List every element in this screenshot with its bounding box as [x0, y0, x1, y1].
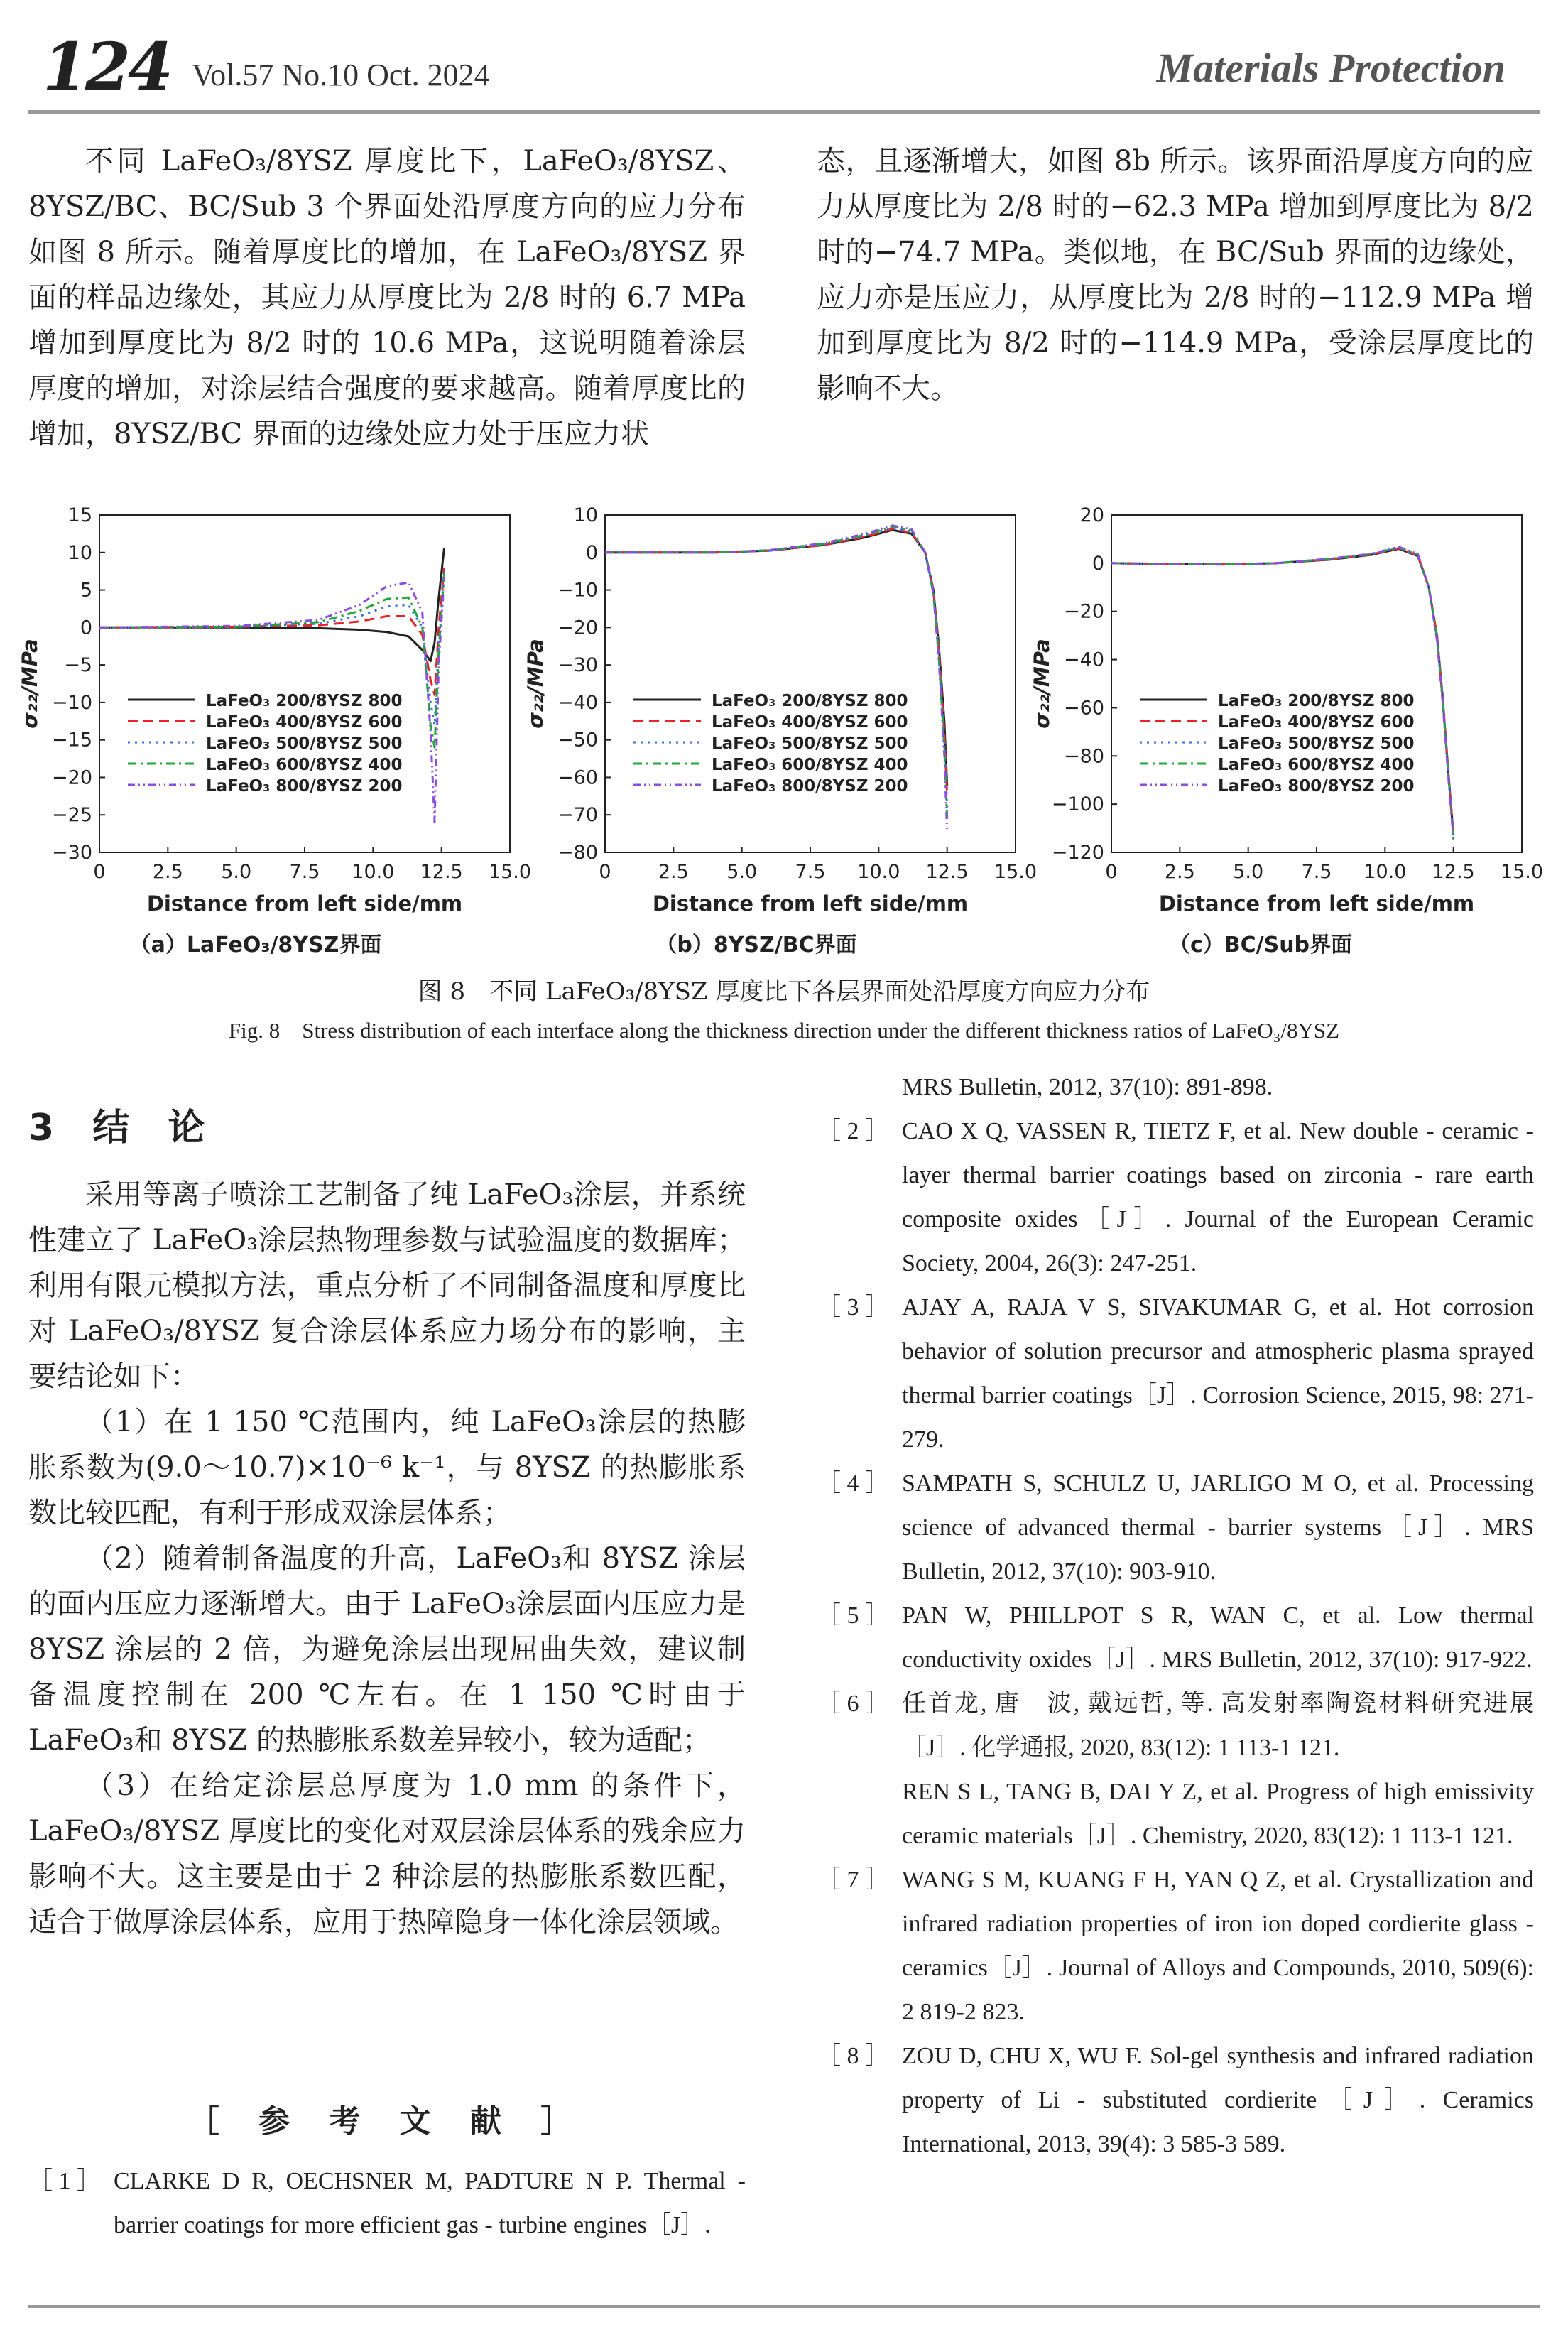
figure-8 — [0, 497, 1568, 966]
page-header — [43, 28, 1527, 107]
y-tick-label: −100 — [1051, 793, 1104, 816]
conclusion-paragraph: （3）在给定涂层总厚度为 1.0 mm 的条件下，LaFeO₃/8YSZ 厚度比的变化对双层涂层体系的残余应力影响不大。这主要是由于 2 种涂层的热膨胀系数匹配，适合于做厚涂层体系，应用于热障隐身一体化涂层领域。 — [28, 1769, 746, 1938]
y-tick-label: −120 — [1051, 842, 1104, 864]
x-tick-label: 15.0 — [488, 861, 532, 883]
plot-frame — [99, 515, 510, 852]
y-axis-label: σ₂₂/MPa — [523, 639, 548, 729]
y-axis-label: σ₂₂/MPa — [18, 639, 42, 729]
legend-label: LaFeO₃ 400/8YSZ 600 — [712, 713, 908, 732]
x-tick-label: 5.0 — [221, 861, 252, 883]
reference-item — [28, 2159, 746, 2247]
y-tick-label: −50 — [557, 729, 598, 752]
reference-number: ［ 6 ］ — [817, 1691, 889, 1717]
header-rule — [28, 110, 1540, 114]
reference-item — [817, 1682, 1534, 1770]
legend-label: LaFeO₃ 500/8YSZ 500 — [206, 734, 403, 753]
y-tick-label: 0 — [585, 541, 598, 564]
y-tick-label: 0 — [1091, 552, 1104, 575]
reference-number: ［ 5 ］ — [817, 1602, 889, 1629]
y-tick-label: 5 — [80, 579, 92, 602]
plot-frame — [1111, 515, 1522, 852]
x-tick-label: 15.0 — [993, 861, 1038, 883]
legend-label: LaFeO₃ 500/8YSZ 500 — [1218, 734, 1415, 753]
conclusion-paragraph: 采用等离子喷涂工艺制备了纯 LaFeO₃涂层，并系统性建立了 LaFeO₃涂层热物理参数与试验温度的数据库；利用有限元模拟方法，重点分析了不同制备温度和厚度比对 LaFeO₃/8YSZ 复合涂层体系应力场分布的影响，主要结论如下： — [28, 1178, 746, 1393]
y-tick-label: −70 — [557, 804, 598, 827]
y-tick-label: −20 — [52, 766, 92, 789]
x-tick-label: 2.5 — [152, 861, 183, 883]
reference-item — [817, 1770, 1534, 1858]
page-number: 124 — [43, 28, 171, 105]
reference-text: MRS Bulletin, 2012, 37(10): 891-898. — [902, 1074, 1273, 1100]
legend-label: LaFeO₃ 800/8YSZ 200 — [206, 777, 403, 796]
y-tick-label: 10 — [67, 541, 92, 564]
y-tick-label: 20 — [1079, 504, 1104, 526]
reference-item — [817, 1858, 1534, 2034]
x-tick-label: 2.5 — [1164, 861, 1195, 883]
x-tick-label: 12.5 — [925, 861, 969, 883]
legend-label: LaFeO₃ 600/8YSZ 400 — [206, 756, 403, 774]
conclusion-paragraph: （1）在 1 150 ℃范围内，纯 LaFeO₃涂层的热膨胀系数为(9.0～10.7)×10⁻⁶ k⁻¹，与 8YSZ 的热膨胀系数比较匹配，有利于形成双涂层体系； — [28, 1406, 746, 1529]
issue-info: Vol.57 No.10 Oct. 2024 — [192, 58, 490, 92]
x-tick-label: 5.0 — [1233, 861, 1264, 883]
x-axis-label: Distance from left side/mm — [1158, 891, 1475, 916]
y-tick-label: −80 — [557, 842, 598, 864]
reference-text: REN S L, TANG B, DAI Y Z, et al. Progress of high emissivity ceramic materials［J］. Chemistry, 2020, 83(12): 1 113-1 121. — [902, 1779, 1534, 1849]
x-tick-label: 0 — [93, 861, 106, 883]
y-tick-label: −60 — [1064, 697, 1104, 720]
reference-item — [817, 1286, 1534, 1462]
legend-label: LaFeO₃ 500/8YSZ 500 — [712, 734, 908, 753]
reference-number: ［ 4 ］ — [817, 1470, 889, 1497]
y-tick-label: −20 — [1064, 600, 1104, 623]
figure-caption-en: Fig. 8 Stress distribution of each interface along the thickness direction under the different thickness ratios of LaFeO₃/8YSZ — [228, 1018, 1340, 1043]
reference-text: CAO X Q, VASSEN R, TIETZ F, et al. New double - ceramic - layer thermal barrier coatings based on zirconia - rare earth composite oxides［J］. Journal of the European Ceramic Society, 2004, 26(3): 247-251. — [902, 1118, 1534, 1276]
reference-text: AJAY A, RAJA V S, SIVAKUMAR G, et al. Hot corrosion behavior of solution precursor and atmospheric plasma sprayed thermal barrier coatings［J］. Corrosion Science, 2015, 98: 271-279. — [902, 1294, 1534, 1453]
x-tick-label: 12.5 — [1432, 861, 1475, 883]
reference-number: ［ 8 ］ — [817, 2043, 889, 2069]
x-tick-label: 7.5 — [289, 861, 320, 883]
reference-item — [817, 1462, 1534, 1594]
reference-item — [817, 1110, 1534, 1286]
reference-text: ZOU D, CHU X, WU F. Sol-gel synthesis and infrared radiation property of Li - substituted cordierite［J］. Ceramics International, 2013, 39(4): 3 585-3 589. — [902, 2043, 1534, 2157]
reference-text: PAN W, PHILLPOT S R, WAN C, et al. Low thermal conductivity oxides［J］. MRS Bulletin, 2012, 37(10): 917-922. — [902, 1602, 1534, 1673]
y-tick-label: −40 — [1064, 649, 1104, 671]
footer-rule — [28, 2305, 1540, 2308]
x-tick-label: 0 — [599, 861, 611, 883]
y-tick-label: 15 — [67, 504, 92, 526]
x-axis-label: Distance from left side/mm — [652, 891, 969, 916]
x-tick-label: 0 — [1105, 861, 1118, 883]
reference-text: WANG S M, KUANG F H, YAN Q Z, et al. Crystallization and infrared radiation properties of iron ion doped cordierite glass - ceramics［J］. Journal of Alloys and Compounds, 2010, 509(6): 2 819-2 823. — [902, 1867, 1534, 2025]
reference-number: ［ 7 ］ — [817, 1867, 889, 1893]
y-tick-label: −5 — [64, 654, 92, 677]
x-tick-label: 10.0 — [1363, 861, 1407, 883]
legend-label: LaFeO₃ 200/8YSZ 800 — [712, 692, 908, 710]
references-heading: ［ 参 考 文 献 ］ — [187, 2103, 587, 2140]
y-tick-label: −10 — [557, 579, 598, 602]
reference-number: ［ 3 ］ — [817, 1294, 889, 1320]
x-tick-label: 7.5 — [1301, 861, 1332, 883]
legend-label: LaFeO₃ 400/8YSZ 600 — [206, 713, 403, 732]
legend-label: LaFeO₃ 800/8YSZ 200 — [712, 777, 908, 796]
legend-label: LaFeO₃ 200/8YSZ 800 — [206, 692, 403, 710]
series-line-3 — [605, 526, 947, 818]
reference-item — [817, 1065, 1534, 1110]
legend-label: LaFeO₃ 400/8YSZ 600 — [1218, 713, 1415, 732]
reference-number: ［ 2 ］ — [817, 1118, 889, 1144]
series-line-1 — [99, 568, 445, 695]
chart-panel-1 — [523, 504, 1037, 916]
plot-frame — [605, 515, 1016, 852]
reference-text: SAMPATH S, SCHULZ U, JARLIGO M O, et al. Processing science of advanced thermal - barrier systems［J］. MRS Bulletin, 2012, 37(10): 903-910. — [902, 1470, 1534, 1585]
y-tick-label: −30 — [557, 654, 598, 677]
series-line-0 — [99, 548, 445, 661]
reference-text: CLARKE D R, OECHSNER M, PADTURE N P. Thermal - barrier coatings for more efficient gas - turbine engines［J］. — [114, 2168, 746, 2238]
subcaption-b: （b）8YSZ/BC界面 — [655, 933, 857, 958]
body-paragraph: 不同 LaFeO₃/8YSZ 厚度比下，LaFeO₃/8YSZ、8YSZ/BC、BC/Sub 3 个界面处沿厚度方向的应力分布如图 8 所示。随着厚度比的增加，在 LaFeO₃/8YSZ 界面的样品边缘处，其应力从厚度比为 2/8 时的 6.7 MPa 增加到厚度比为 8/2 时的 10.6 MPa，这说明随着涂层厚度的增加，对涂层结合强度的要求越高。随着厚度比的增加，8YSZ/BC 界面的边缘处应力处于压应力状 — [28, 145, 746, 450]
conclusion-paragraph: （2）随着制备温度的升高，LaFeO₃和 8YSZ 涂层的面内压应力逐渐增大。由于 LaFeO₃涂层面内压应力是 8YSZ 涂层的 2 倍，为避免涂层出现屈曲失效，建议制备温度控制在 200 ℃左右。在 1 150 ℃时由于 LaFeO₃和 8YSZ 的热膨胀系数差异较小，较为适配； — [28, 1542, 746, 1757]
references-right — [817, 1065, 1534, 2166]
x-tick-label: 2.5 — [658, 861, 689, 883]
x-axis-label: Distance from left side/mm — [146, 891, 463, 916]
subcaption-c: （c）BC/Sub界面 — [1168, 933, 1353, 958]
x-tick-label: 12.5 — [420, 861, 463, 883]
journal-name: Materials Protection — [1156, 45, 1506, 91]
y-tick-label: −30 — [52, 842, 92, 864]
body-left-column — [28, 139, 746, 457]
legend-label: LaFeO₃ 600/8YSZ 400 — [712, 756, 908, 774]
body-paragraph: 态，且逐渐增大，如图 8b 所示。该界面沿厚度方向的应力从厚度比为 2/8 时的−62.3 MPa 增加到厚度比为 8/2 时的−74.7 MPa。类似地，在 BC/Sub 界面的边缘处，应力亦是压应力，从厚度比为 2/8 时的−112.9 MPa 增加到厚度比为 8/2 时的−114.9 MPa，受涂层厚度比的影响不大。 — [817, 145, 1534, 405]
references-left — [28, 2159, 746, 2247]
chart-panel-2 — [1030, 504, 1543, 916]
reference-item — [817, 2034, 1534, 2166]
conclusion-column — [28, 1172, 746, 1945]
y-tick-label: −60 — [557, 766, 598, 789]
legend-label: LaFeO₃ 600/8YSZ 400 — [1218, 756, 1415, 774]
body-right-column — [817, 139, 1534, 411]
y-tick-label: 0 — [80, 617, 92, 639]
y-tick-label: −10 — [52, 691, 92, 714]
chart-panel-0 — [18, 504, 531, 916]
reference-item — [817, 1594, 1534, 1682]
x-tick-label: 7.5 — [795, 861, 826, 883]
x-tick-label: 5.0 — [726, 861, 758, 883]
y-tick-label: −80 — [1064, 745, 1104, 768]
figure-caption-cn: 图 8 不同 LaFeO₃/8YSZ 厚度比下各层界面处沿厚度方向应力分布 — [418, 977, 1150, 1006]
y-tick-label: −20 — [557, 617, 598, 639]
y-tick-label: 10 — [573, 504, 598, 526]
section-heading: 3 结 论 — [28, 1107, 218, 1149]
legend-label: LaFeO₃ 800/8YSZ 200 — [1218, 777, 1415, 796]
reference-number: ［ 1 ］ — [28, 2168, 101, 2194]
x-tick-label: 10.0 — [352, 861, 395, 883]
y-tick-label: −15 — [52, 729, 92, 752]
y-tick-label: −25 — [52, 804, 92, 827]
reference-text: 任首龙, 唐 波, 戴远哲, 等. 高发射率陶瓷材料研究进展［J］. 化学通报, 2020, 83(12): 1 113-1 121. — [902, 1691, 1534, 1761]
legend-label: LaFeO₃ 200/8YSZ 800 — [1218, 692, 1415, 710]
x-tick-label: 15.0 — [1500, 861, 1544, 883]
x-tick-label: 10.0 — [857, 861, 900, 883]
y-tick-label: −40 — [557, 691, 598, 714]
subcaption-a: （a）LaFeO₃/8YSZ界面 — [129, 933, 382, 958]
y-axis-label: σ₂₂/MPa — [1030, 639, 1054, 729]
